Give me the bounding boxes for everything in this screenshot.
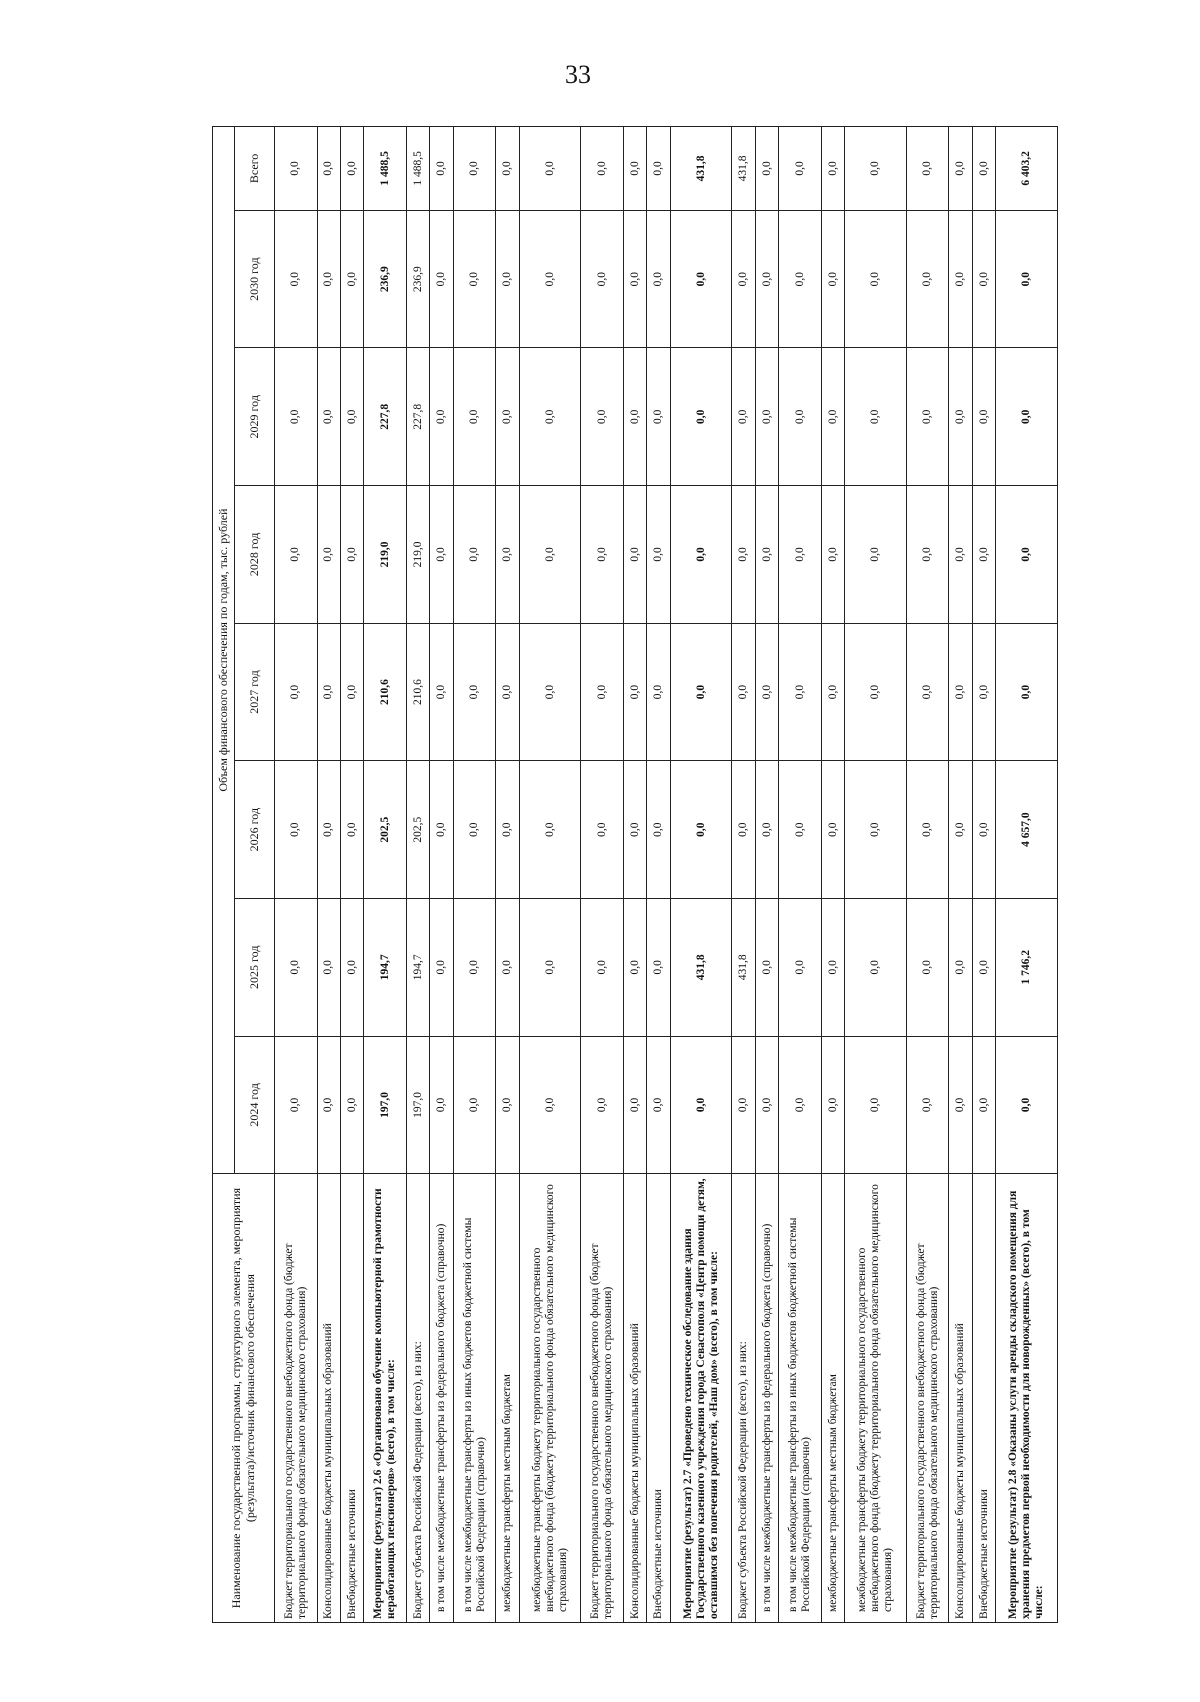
row-value: 0,0 [670, 1036, 732, 1174]
row-value: 0,0 [755, 348, 778, 486]
row-value: 0,0 [732, 486, 755, 624]
row-value: 0,0 [949, 486, 972, 624]
row-value: 0,0 [430, 1036, 453, 1174]
row-value: 0,0 [453, 761, 496, 899]
row-value: 0,0 [972, 348, 995, 486]
row-value: 0,0 [779, 623, 822, 761]
row-value: 0,0 [519, 1036, 581, 1174]
row-value: 431,8 [670, 898, 732, 1036]
row-value: 0,0 [275, 623, 318, 761]
header-name: Наименование государственной программы, структурного элемента, мероприятия (результата)/источник финансового обеспечения [213, 1174, 275, 1623]
table-row [906, 127, 949, 1623]
row-label: Внебюджетные источники [647, 1174, 670, 1623]
row-value: 236,9 [406, 210, 429, 348]
row-value: 0,0 [972, 486, 995, 624]
table-row [406, 127, 429, 1623]
page-number: 33 [565, 60, 591, 89]
row-value: 0,0 [317, 210, 340, 348]
row-value: 0,0 [623, 761, 646, 899]
row-value: 227,8 [406, 348, 429, 486]
row-value: 0,0 [845, 898, 907, 1036]
row-value: 0,0 [581, 348, 624, 486]
row-value: 0,0 [949, 348, 972, 486]
row-value: 0,0 [317, 623, 340, 761]
header-year: 2026 год [235, 761, 275, 899]
row-label: Внебюджетные источники [340, 1174, 363, 1623]
row-value: 0,0 [340, 127, 363, 211]
row-value: 0,0 [581, 623, 624, 761]
row-label: Консолидированные бюджеты муниципальных образований [949, 1174, 972, 1623]
row-value: 0,0 [845, 348, 907, 486]
row-value: 0,0 [519, 210, 581, 348]
row-value: 1 746,2 [996, 898, 1058, 1036]
header-year: 2024 год [235, 1036, 275, 1174]
row-value: 0,0 [430, 623, 453, 761]
row-value: 0,0 [430, 210, 453, 348]
row-value: 0,0 [623, 898, 646, 1036]
row-value: 0,0 [647, 623, 670, 761]
financing-table [212, 126, 1058, 1623]
row-value: 431,8 [732, 898, 755, 1036]
row-value: 0,0 [821, 210, 844, 348]
row-value: 0,0 [647, 348, 670, 486]
row-value: 0,0 [755, 1036, 778, 1174]
row-value: 0,0 [670, 210, 732, 348]
row-value: 0,0 [275, 210, 318, 348]
row-value: 0,0 [821, 1036, 844, 1174]
row-value: 0,0 [906, 210, 949, 348]
row-label: в том числе межбюджетные трансферты из иных бюджетов бюджетной системы Российской Федерации (справочно) [779, 1174, 822, 1623]
row-value: 4 657,0 [996, 761, 1058, 899]
row-value: 0,0 [755, 127, 778, 211]
table-row [453, 127, 496, 1623]
row-value: 0,0 [755, 623, 778, 761]
row-value: 1 488,5 [406, 127, 429, 211]
table-row [949, 127, 972, 1623]
row-value: 0,0 [275, 1036, 318, 1174]
row-value: 0,0 [496, 486, 519, 624]
row-value: 0,0 [519, 898, 581, 1036]
row-label: Бюджет территориального государственного внебюджетного фонда (бюджет территориального фонда обязательного медицинского страхования) [275, 1174, 318, 1623]
header-year: Всего [235, 127, 275, 211]
row-value: 6 403,2 [996, 127, 1058, 211]
row-value: 194,7 [364, 898, 407, 1036]
row-value: 0,0 [670, 486, 732, 624]
row-value: 0,0 [647, 127, 670, 211]
header-year: 2025 год [235, 898, 275, 1036]
header-year: 2028 год [235, 486, 275, 624]
row-value: 0,0 [996, 1036, 1058, 1174]
row-value: 0,0 [972, 1036, 995, 1174]
table-row [647, 127, 670, 1623]
row-value: 0,0 [623, 348, 646, 486]
row-value: 0,0 [453, 210, 496, 348]
table-row [340, 127, 363, 1623]
row-value: 0,0 [275, 761, 318, 899]
row-value: 0,0 [623, 486, 646, 624]
row-value: 0,0 [732, 348, 755, 486]
row-value: 202,5 [364, 761, 407, 899]
row-value: 0,0 [906, 898, 949, 1036]
row-value: 0,0 [496, 348, 519, 486]
row-value: 0,0 [340, 898, 363, 1036]
header-volume: Объем финансового обеспечения по годам, тыс. рублей [213, 127, 235, 1174]
row-label: межбюджетные трансферты бюджету территориального государственного внебюджетного фонда (бюджету территориального фонда обязательного медицинского страхования) [845, 1174, 907, 1623]
table-row [845, 127, 907, 1623]
row-value: 0,0 [845, 761, 907, 899]
row-value: 0,0 [906, 761, 949, 899]
row-value: 0,0 [275, 127, 318, 211]
row-value: 0,0 [430, 898, 453, 1036]
row-value: 0,0 [732, 210, 755, 348]
row-label: Внебюджетные источники [972, 1174, 995, 1623]
row-value: 0,0 [755, 210, 778, 348]
table-row [317, 127, 340, 1623]
row-value: 0,0 [972, 761, 995, 899]
row-value: 0,0 [453, 623, 496, 761]
row-value: 0,0 [430, 348, 453, 486]
row-value: 0,0 [845, 486, 907, 624]
row-label: Бюджет территориального государственного внебюджетного фонда (бюджет территориального фонда обязательного медицинского страхования) [906, 1174, 949, 1623]
row-value: 210,6 [406, 623, 429, 761]
row-value: 0,0 [949, 623, 972, 761]
table-row [275, 127, 318, 1623]
row-value: 0,0 [906, 1036, 949, 1174]
row-value: 0,0 [755, 486, 778, 624]
row-value: 0,0 [581, 486, 624, 624]
row-label: в том числе межбюджетные трансферты из федерального бюджета (справочно) [755, 1174, 778, 1623]
row-value: 219,0 [364, 486, 407, 624]
row-value: 0,0 [623, 1036, 646, 1174]
header-year: 2027 год [235, 623, 275, 761]
table-row [779, 127, 822, 1623]
row-label: межбюджетные трансферты бюджету территориального государственного внебюджетного фонда (бюджету территориального фонда обязательного медицинского страхования) [519, 1174, 581, 1623]
row-value: 0,0 [996, 348, 1058, 486]
row-value: 0,0 [949, 127, 972, 211]
row-value: 0,0 [821, 623, 844, 761]
row-label: Консолидированные бюджеты муниципальных образований [317, 1174, 340, 1623]
table-row [430, 127, 453, 1623]
row-value: 0,0 [845, 210, 907, 348]
row-value: 210,6 [364, 623, 407, 761]
row-value: 0,0 [430, 486, 453, 624]
rotated-table-container [212, 126, 1058, 1623]
row-value: 0,0 [623, 623, 646, 761]
table-row [670, 127, 732, 1623]
table-body [275, 127, 1058, 1623]
row-label: Консолидированные бюджеты муниципальных образований [623, 1174, 646, 1623]
row-value: 0,0 [581, 898, 624, 1036]
row-value: 0,0 [996, 486, 1058, 624]
table-row [996, 127, 1058, 1623]
row-value: 0,0 [996, 210, 1058, 348]
row-value: 0,0 [779, 1036, 822, 1174]
header-year: 2029 год [235, 348, 275, 486]
row-value: 0,0 [755, 898, 778, 1036]
row-label: Мероприятие (результат) 2.8 «Оказаны услуги аренды складского помещения для хранения предметов первой необходимости для новорожденных» (всего), в том числе: [996, 1174, 1058, 1623]
row-label: в том числе межбюджетные трансферты из иных бюджетов бюджетной системы Российской Федерации (справочно) [453, 1174, 496, 1623]
row-value: 0,0 [647, 210, 670, 348]
row-value: 0,0 [732, 623, 755, 761]
row-value: 0,0 [496, 623, 519, 761]
row-value: 0,0 [519, 127, 581, 211]
row-value: 0,0 [906, 348, 949, 486]
row-value: 0,0 [519, 623, 581, 761]
row-value: 0,0 [906, 127, 949, 211]
row-value: 0,0 [906, 623, 949, 761]
row-value: 0,0 [453, 898, 496, 1036]
row-value: 0,0 [430, 127, 453, 211]
row-value: 1 488,5 [364, 127, 407, 211]
row-value: 197,0 [364, 1036, 407, 1174]
row-value: 0,0 [670, 623, 732, 761]
row-value: 0,0 [453, 486, 496, 624]
row-value: 0,0 [340, 1036, 363, 1174]
row-value: 0,0 [996, 623, 1058, 761]
row-value: 0,0 [732, 1036, 755, 1174]
row-value: 0,0 [453, 1036, 496, 1174]
row-value: 0,0 [317, 127, 340, 211]
row-value: 0,0 [496, 1036, 519, 1174]
row-value: 0,0 [340, 761, 363, 899]
row-value: 0,0 [581, 127, 624, 211]
row-value: 0,0 [430, 761, 453, 899]
row-label: межбюджетные трансферты местным бюджетам [821, 1174, 844, 1623]
row-value: 0,0 [670, 761, 732, 899]
table-row [364, 127, 407, 1623]
row-value: 194,7 [406, 898, 429, 1036]
row-label: Бюджет субъекта Российской Федерации (всего), из них: [406, 1174, 429, 1623]
row-value: 0,0 [275, 898, 318, 1036]
row-value: 0,0 [453, 348, 496, 486]
row-value: 0,0 [317, 486, 340, 624]
row-value: 0,0 [317, 348, 340, 486]
row-value: 0,0 [623, 127, 646, 211]
row-value: 0,0 [779, 486, 822, 624]
row-value: 0,0 [647, 898, 670, 1036]
row-value: 0,0 [317, 898, 340, 1036]
row-value: 0,0 [496, 210, 519, 348]
row-value: 0,0 [732, 761, 755, 899]
row-value: 0,0 [670, 348, 732, 486]
row-value: 219,0 [406, 486, 429, 624]
table-row [623, 127, 646, 1623]
row-value: 0,0 [779, 127, 822, 211]
row-value: 0,0 [519, 348, 581, 486]
row-value: 0,0 [581, 210, 624, 348]
row-value: 0,0 [972, 127, 995, 211]
row-value: 431,8 [670, 127, 732, 211]
table-row [821, 127, 844, 1623]
table-row [755, 127, 778, 1623]
row-value: 202,5 [406, 761, 429, 899]
row-label: в том числе межбюджетные трансферты из федерального бюджета (справочно) [430, 1174, 453, 1623]
row-value: 0,0 [340, 210, 363, 348]
row-label: Мероприятие (результат) 2.7 «Проведено техническое обследование здания Государственного казенного учреждения города Севастополя «Центр помощи детям, оставшимся без попечения родителей, «Наш дом» (всего), в том числе: [670, 1174, 732, 1623]
row-value: 0,0 [623, 210, 646, 348]
row-value: 0,0 [340, 348, 363, 486]
row-label: межбюджетные трансферты местным бюджетам [496, 1174, 519, 1623]
row-value: 0,0 [779, 348, 822, 486]
row-label: Бюджет субъекта Российской Федерации (всего), из них: [732, 1174, 755, 1623]
row-value: 0,0 [821, 348, 844, 486]
row-value: 0,0 [845, 127, 907, 211]
table-row [972, 127, 995, 1623]
row-value: 0,0 [496, 127, 519, 211]
table-row [519, 127, 581, 1623]
row-value: 0,0 [779, 761, 822, 899]
row-value: 0,0 [340, 486, 363, 624]
row-value: 0,0 [647, 486, 670, 624]
row-value: 0,0 [453, 127, 496, 211]
row-value: 0,0 [340, 623, 363, 761]
row-value: 0,0 [821, 898, 844, 1036]
row-value: 0,0 [496, 898, 519, 1036]
row-value: 431,8 [732, 127, 755, 211]
row-value: 0,0 [972, 898, 995, 1036]
row-value: 0,0 [906, 486, 949, 624]
row-value: 0,0 [972, 210, 995, 348]
row-label: Бюджет территориального государственного внебюджетного фонда (бюджет территориального фонда обязательного медицинского страхования) [581, 1174, 624, 1623]
row-value: 227,8 [364, 348, 407, 486]
row-value: 0,0 [779, 898, 822, 1036]
row-value: 0,0 [647, 1036, 670, 1174]
row-value: 0,0 [821, 127, 844, 211]
row-value: 0,0 [845, 1036, 907, 1174]
row-value: 0,0 [275, 348, 318, 486]
row-value: 0,0 [519, 761, 581, 899]
header-row-1 [213, 127, 235, 1623]
row-value: 0,0 [972, 623, 995, 761]
table-row [732, 127, 755, 1623]
row-value: 0,0 [581, 761, 624, 899]
row-value: 0,0 [581, 1036, 624, 1174]
row-value: 0,0 [949, 1036, 972, 1174]
row-value: 0,0 [821, 761, 844, 899]
row-value: 0,0 [317, 1036, 340, 1174]
row-value: 197,0 [406, 1036, 429, 1174]
table-row [581, 127, 624, 1623]
row-value: 0,0 [949, 898, 972, 1036]
row-value: 0,0 [821, 486, 844, 624]
row-value: 0,0 [647, 761, 670, 899]
row-value: 0,0 [317, 761, 340, 899]
header-year: 2030 год [235, 210, 275, 348]
row-value: 0,0 [496, 761, 519, 899]
row-value: 0,0 [949, 761, 972, 899]
row-value: 0,0 [519, 486, 581, 624]
row-value: 0,0 [949, 210, 972, 348]
row-value: 0,0 [845, 623, 907, 761]
row-value: 0,0 [779, 210, 822, 348]
row-value: 0,0 [275, 486, 318, 624]
row-value: 236,9 [364, 210, 407, 348]
row-value: 0,0 [755, 761, 778, 899]
table-row [496, 127, 519, 1623]
row-label: Мероприятие (результат) 2.6 «Организовано обучение компьютерной грамотности неработающих пенсионеров» (всего), в том числе: [364, 1174, 407, 1623]
